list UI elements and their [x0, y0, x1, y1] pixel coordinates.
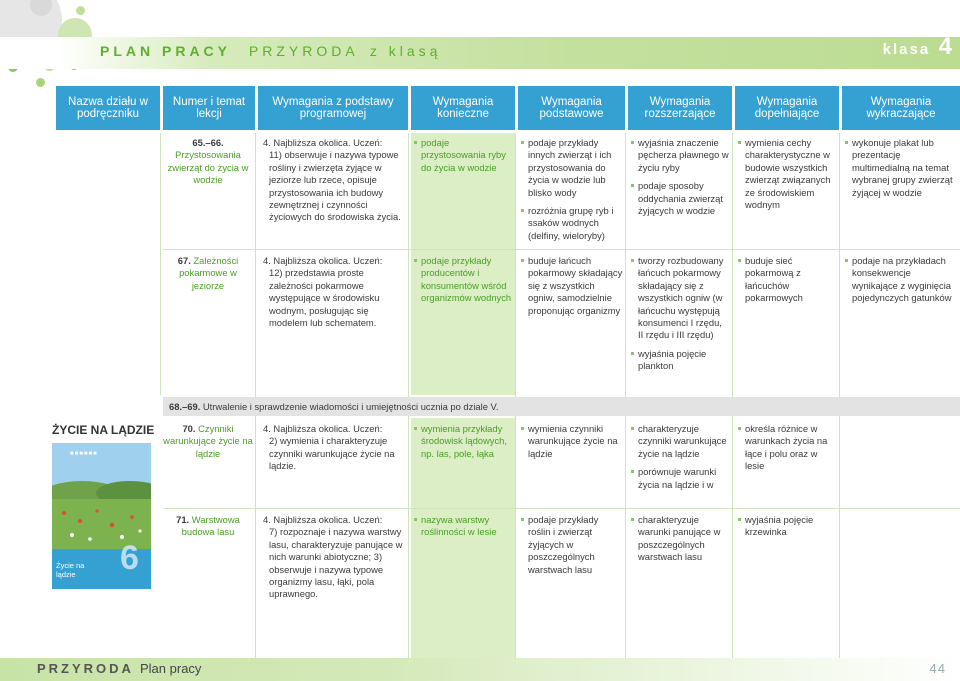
column-header-section: Nazwa działu w podręczniku: [56, 86, 160, 130]
requirement-item: rozróżnia grupę ryb i ssaków wodnych (delfiny, wieloryby): [521, 205, 623, 242]
divider: [515, 133, 516, 658]
requirement-item: wymienia przykłady środowisk lądowych, np. las, pole, łąka: [414, 423, 512, 460]
title-bold: PLAN PRACY: [100, 43, 232, 59]
requirement-item: tworzy rozbudowany łańcuch pokarmowy składający się z wszystkich ogniw (w łańcuchu występują konsumenci I rzędu, II rzędu i III rzędu): [631, 255, 729, 342]
page-title: [100, 43, 441, 59]
lesson-cell: [163, 137, 253, 187]
divider: [625, 133, 626, 658]
extended-cell: [631, 137, 729, 223]
core-title: 4. Najbliższa okolica. Uczeń:: [263, 137, 383, 148]
title-subject: PRZYRODA: [248, 43, 358, 59]
lesson-cell: [163, 423, 253, 460]
core-text: 7) rozpoznaje i nazywa warstwy lasu, charakteryzuje panujące w nich warunki abiotyczne; 3) obserwuje i nazywa typowe organizmy lasu, łąki, pola uprawnego.: [269, 526, 403, 600]
lesson-cell: [163, 255, 253, 292]
book-cover-label: Życie na lądzie: [56, 561, 85, 579]
necessary-cell: [414, 137, 512, 180]
requirement-item: podaje przykłady roślin i zwierząt żyjących w poszczególnych warstwach lasu: [521, 514, 623, 576]
page-number: 44: [929, 661, 946, 676]
row-divider: [163, 508, 960, 509]
requirement-item: określa różnice w warunkach życia na łące i polu oraz w lesie: [738, 423, 836, 473]
divider: [408, 133, 409, 658]
lesson-title: Przystosowania zwierząt do życia w wodzie: [167, 149, 249, 186]
requirement-item: porównuje warunki życia na lądzie i w: [631, 466, 729, 491]
requirement-item: wymienia cechy charakterystyczne w budowie wszystkich zwierząt związanych ze środowiskiem wodnym: [738, 137, 836, 211]
beyond-cell: [845, 137, 955, 205]
core-title: 4. Najbliższa okolica. Uczeń:: [263, 514, 383, 525]
necessary-cell: [414, 514, 512, 545]
necessary-cell: [414, 423, 512, 466]
core-text: 12) przedstawia proste zależności pokarmowe występujące w środowisku wodnym, posługując się modelem lub schematem.: [269, 267, 380, 329]
lesson-title: Zależności pokarmowe w jeziorze: [179, 255, 239, 291]
core-title: 4. Najbliższa okolica. Uczeń:: [263, 255, 383, 266]
class-label: klasa: [882, 41, 931, 58]
column-header-lesson: Numer i temat lekcji: [163, 86, 255, 130]
requirement-item: charakteryzuje czynniki warunkujące życie na lądzie: [631, 423, 729, 460]
requirement-item: wykonuje plakat lub prezentację multimedialną na temat wybranej grupy zwierząt żyjącej w wodzie: [845, 137, 955, 199]
divider: [732, 133, 733, 658]
review-number: 68.–69.: [169, 401, 201, 412]
divider: [255, 133, 256, 658]
review-text: Utrwalenie i sprawdzenie wiadomości i umiejętności ucznia po dziale V.: [202, 401, 499, 412]
column-header-basic: Wymagania podstawowe: [518, 86, 625, 130]
book-cover-number: 6: [120, 539, 139, 577]
title-rest: z klasą: [369, 43, 442, 59]
lesson-number: 67.: [177, 255, 191, 266]
lesson-cell: [163, 514, 253, 539]
extended-cell: [631, 514, 729, 570]
column-header-beyond: Wymagania wykraczające: [842, 86, 960, 130]
requirement-item: podaje przystosowania ryby do życia w wodzie: [414, 137, 512, 174]
column-header-complementary: Wymagania dopełniające: [735, 86, 839, 130]
basic-cell: [521, 423, 623, 466]
divider: [160, 133, 161, 395]
lesson-number: 70.: [182, 423, 196, 434]
core-text: 2) wymienia i charakteryzuje czynniki warunkujące życie na lądzie.: [269, 435, 395, 472]
lesson-title: Warstwowa budowa lasu: [181, 514, 240, 538]
extended-cell: [631, 255, 729, 379]
core-cell: [263, 137, 405, 224]
requirement-item: podaje na przykładach konsekwencje wynikające z wyginięcia pojedynczych gatunków: [845, 255, 955, 305]
basic-cell: [521, 137, 623, 248]
complementary-cell: [738, 255, 836, 311]
basic-cell: [521, 514, 623, 582]
beyond-cell: [845, 255, 955, 311]
basic-cell: [521, 255, 623, 323]
requirement-item: buduje sieć pokarmową z łańcuchów pokarmowych: [738, 255, 836, 305]
requirement-item: wyjaśnia znaczenie pęcherza pławnego w życiu ryby: [631, 137, 729, 174]
requirement-item: wymienia czynniki warunkujące życie na lądzie: [521, 423, 623, 460]
requirement-item: wyjaśnia pojęcie krzewinka: [738, 514, 836, 539]
requirement-item: podaje przykłady innych zwierząt i ich przystosowania do życia w wodzie lub blisko wody: [521, 137, 623, 199]
divider: [839, 133, 840, 658]
column-header-extended: Wymagania rozszerzające: [628, 86, 732, 130]
book-cover-image: [52, 443, 151, 589]
class-badge: [883, 33, 952, 61]
extended-cell: [631, 423, 729, 497]
core-cell: [263, 514, 405, 601]
core-text: 11) obserwuje i nazywa typowe rośliny i zwierzęta żyjące w jeziorze lub rzece, opisuje przystosowania ich budowy zewnętrznej i czynności życiowych do środowiska życia.: [269, 149, 401, 223]
footer: [0, 658, 960, 681]
core-title: 4. Najbliższa okolica. Uczeń:: [263, 423, 383, 434]
section-title: ŻYCIE NA LĄDZIE: [52, 423, 155, 437]
lesson-number: 71.: [176, 514, 190, 525]
requirement-item: nazywa warstwy roślinności w lesie: [414, 514, 512, 539]
footer-label: Plan pracy: [140, 661, 202, 676]
core-cell: [263, 423, 405, 473]
footer-subject: PRZYRODA: [37, 661, 134, 676]
complementary-cell: [738, 137, 836, 217]
requirement-item: buduje łańcuch pokarmowy składający się z wszystkich ogniw, samodzielnie proponując organizmy: [521, 255, 623, 317]
requirement-item: podaje przykłady producentów i konsumentów wśród organizmów wodnych: [414, 255, 512, 305]
svg-text:■■■■■■: ■■■■■■: [70, 451, 98, 457]
complementary-cell: [738, 514, 836, 545]
requirement-item: podaje sposoby oddychania zwierząt żyjących w wodzie: [631, 180, 729, 217]
row-divider: [163, 249, 960, 250]
requirement-item: wyjaśnia pojęcie plankton: [631, 348, 729, 373]
lesson-number: 65.–66.: [192, 137, 224, 148]
necessary-cell: [414, 255, 512, 311]
column-header-necessary: Wymagania konieczne: [411, 86, 515, 130]
core-cell: [263, 255, 405, 329]
review-band: [163, 397, 960, 416]
requirement-item: charakteryzuje warunki panujące w poszczególnych warstwach lasu: [631, 514, 729, 564]
complementary-cell: [738, 423, 836, 479]
class-number: 4: [938, 33, 952, 60]
lesson-title: Czynniki warunkujące życie na lądzie: [163, 423, 253, 459]
column-header-core: Wymagania z podstawy programowej: [258, 86, 408, 130]
